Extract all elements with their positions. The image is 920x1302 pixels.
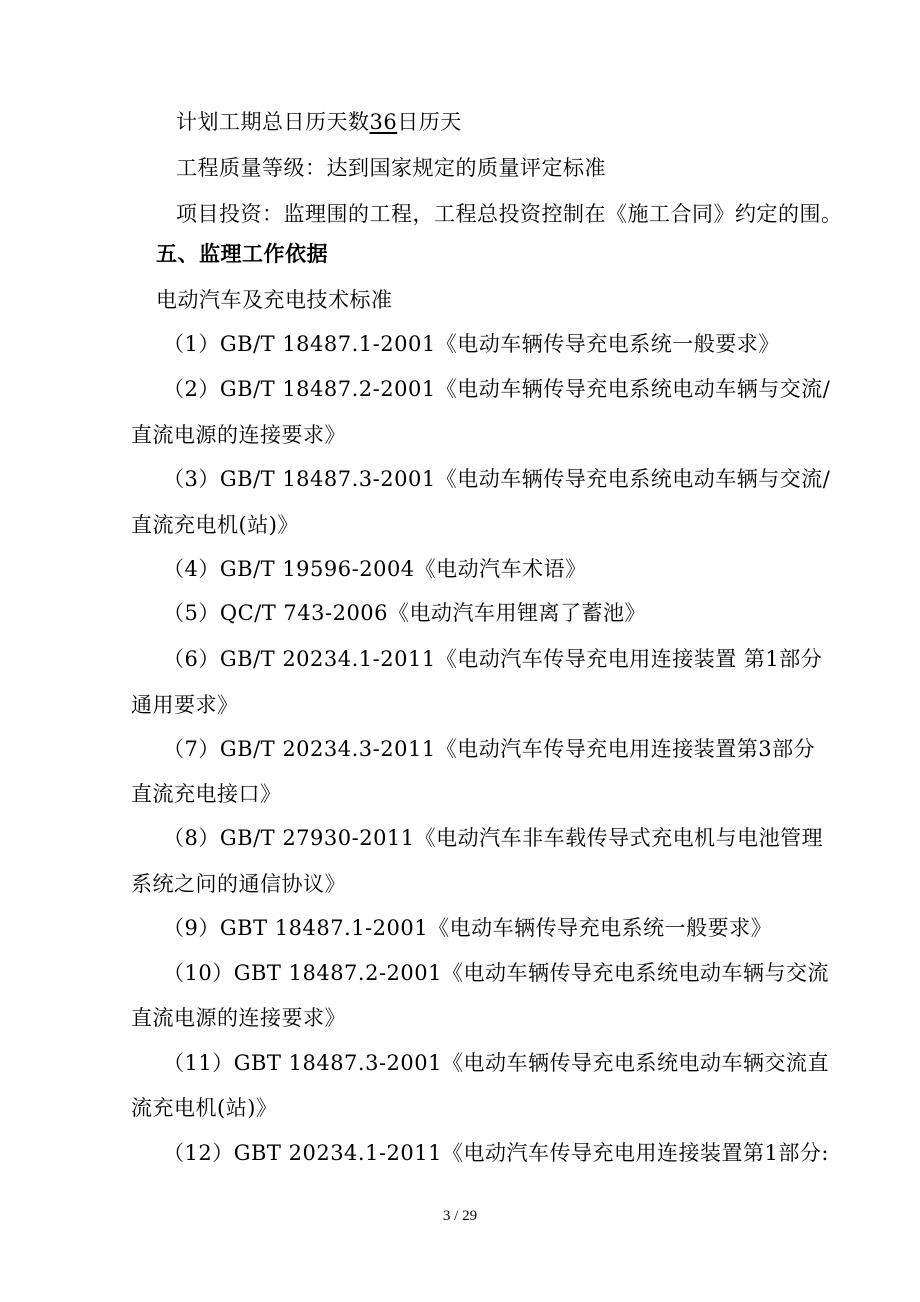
schedule-suffix: 日历天: [397, 110, 462, 134]
investment-line: 项目投资：监理围的工程，工程总投资控制在《施工合同》约定的围。: [176, 202, 843, 226]
standard-item-7: （7）GB/T 20234.3-2011《电动汽车传导充电用连接装置第3部分: [163, 737, 816, 761]
standard-item-1: （1）GB/T 18487.1-2001《电动车辆传导充电系统一般要求》: [163, 332, 780, 356]
standard-item-3: （3）GB/T 18487.3-2001《电动车辆传导充电系统电动车辆与交流/: [163, 467, 831, 491]
standard-item-6-cont: 通用要求》: [131, 693, 239, 717]
standard-item-7-cont: 直流充电接口》: [131, 782, 282, 806]
standard-item-9: （9）GBT 18487.1-2001《电动车辆传导充电系统一般要求》: [163, 916, 773, 940]
standard-item-3-cont: 直流充电机(站)》: [131, 513, 299, 537]
schedule-line: [176, 108, 462, 136]
section-heading: 五、监理工作依据: [156, 242, 328, 266]
standard-item-6: （6）GB/T 20234.1-2011《电动汽车传导充电用连接装置 第1部分: [163, 647, 823, 671]
schedule-prefix: 计划工期总日历天数: [176, 110, 370, 134]
standard-item-10: （10）GBT 18487.2-2001《电动车辆传导充电系统电动车辆与交流: [163, 961, 829, 985]
standard-item-2-cont: 直流电源的连接要求》: [131, 423, 346, 447]
section-subtitle: 电动汽车及充电技术标准: [156, 288, 393, 312]
standard-item-11-cont: 流充电机(站)》: [131, 1096, 278, 1120]
standard-item-5: （5）QC/T 743-2006《电动汽车用锂离了蓄池》: [163, 601, 647, 625]
standard-item-4: （4）GB/T 19596-2004《电动汽车术语》: [163, 557, 587, 581]
quality-line: 工程质量等级：达到国家规定的质量评定标准: [176, 156, 606, 180]
schedule-days: 36: [369, 110, 398, 134]
standard-item-11: （11）GBT 18487.3-2001《电动车辆传导充电系统电动车辆交流直: [163, 1051, 829, 1075]
standard-item-8-cont: 系统之问的通信协议》: [131, 872, 346, 896]
standard-item-2: （2）GB/T 18487.2-2001《电动车辆传导充电系统电动车辆与交流/: [163, 377, 831, 401]
standard-item-12: （12）GBT 20234.1-2011《电动汽车传导充电用连接装置第1部分:: [163, 1141, 829, 1165]
page-number: 3 / 29: [442, 1208, 478, 1224]
standard-item-10-cont: 直流电源的连接要求》: [131, 1006, 346, 1030]
standard-item-8: （8）GB/T 27930-2011《电动汽车非车载传导式充电机与电池管理: [163, 826, 824, 850]
